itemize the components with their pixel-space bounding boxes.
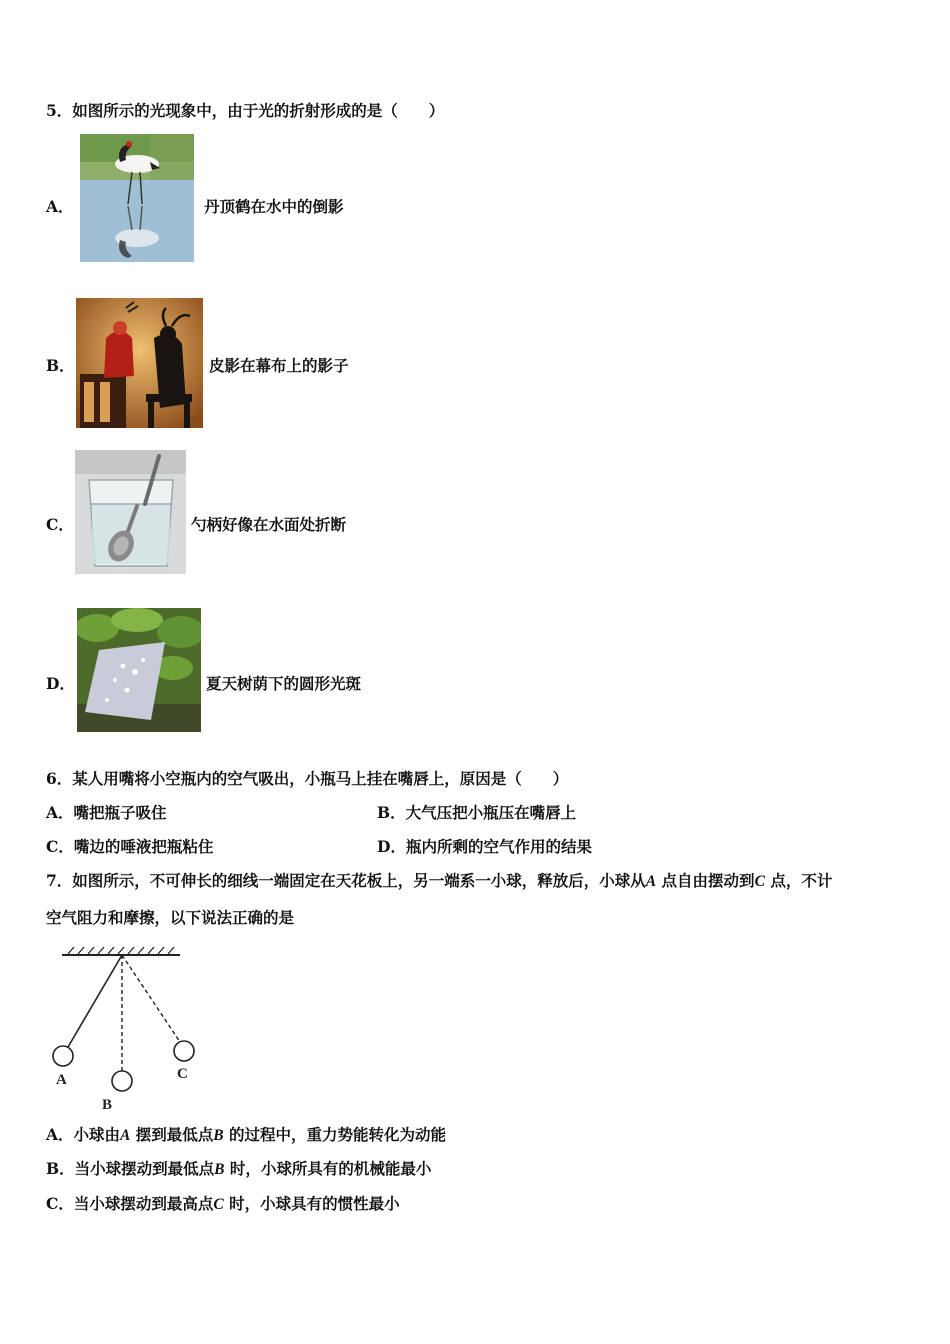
pendulum-label-b: B [102,1097,113,1113]
q7-stem-var-c: C [754,873,765,890]
q7-stem-line1 [46,870,832,893]
q7-stem-line2: 空气阻力和摩擦，以下说法正确的是 [46,908,295,927]
tree-shade-light-spots-image [77,608,201,732]
q7-option-c-part1: C．当小球摆动到最高点 [46,1194,214,1213]
q5-option-c-letter: C． [46,515,74,534]
q7-option-a-var2: B [213,1127,224,1144]
q5-option-d-caption: 夏天树荫下的圆形光斑 [206,674,362,693]
q7-stem-part3: 点，不计 [770,871,833,890]
q5-option-a-caption: 丹顶鹤在水中的倒影 [204,197,344,216]
q5-option-a-letter: A． [46,197,74,216]
q7-stem-part1: 7．如图所示，不可伸长的细线一端固定在天花板上，另一端系一小球，释放后，小球从 [46,871,646,890]
q7-option-a-part2: 摆到最低点 [135,1125,214,1144]
q5-option-b-caption: 皮影在幕布上的影子 [209,356,349,375]
q7-stem-var-a: A [645,873,657,890]
q5-option-b-letter: B． [46,356,75,375]
q7-option-b-part1: B．当小球摆动到最低点 [46,1159,215,1178]
q6-option-c: C．嘴边的唾液把瓶粘住 [46,837,214,856]
q7-option-c-var: C [213,1196,224,1213]
q6-option-d: D．瓶内所剩的空气作用的结果 [377,837,592,856]
shadow-puppet-image [76,298,203,428]
q7-option-c [46,1193,400,1216]
q7-option-b [46,1158,431,1181]
q6-stem: 6．某人用嘴将小空瓶内的空气吸出，小瓶马上挂在嘴唇上，原因是（ ） [46,769,569,788]
q7-option-a-var1: A [120,1127,131,1144]
q6-option-a: A．嘴把瓶子吸住 [46,803,167,822]
spoon-in-water-image [75,450,186,574]
q5-option-c-caption: 勺柄好像在水面处折断 [191,515,347,534]
q7-option-a-part1: A．小球由 [46,1125,121,1144]
q7-option-b-part2: 时，小球所具有的机械能最小 [229,1159,432,1178]
q7-option-a [46,1124,446,1147]
pendulum-label-c: C [177,1066,188,1082]
q6-option-b: B．大气压把小瓶压在嘴唇上 [377,803,577,822]
pendulum-label-a: A [56,1072,67,1088]
pendulum-diagram [44,944,204,1114]
q5-stem: 5．如图所示的光现象中，由于光的折射形成的是（ ） [46,101,445,120]
q7-stem-part2: 点自由摆动到 [661,871,755,890]
q7-option-b-var: B [214,1161,225,1178]
crane-reflection-image [80,134,194,262]
q5-option-d-letter: D． [46,674,75,693]
q7-option-c-part2: 时，小球具有的惯性最小 [229,1194,400,1213]
q7-option-a-part3: 的过程中，重力势能转化为动能 [229,1125,447,1144]
